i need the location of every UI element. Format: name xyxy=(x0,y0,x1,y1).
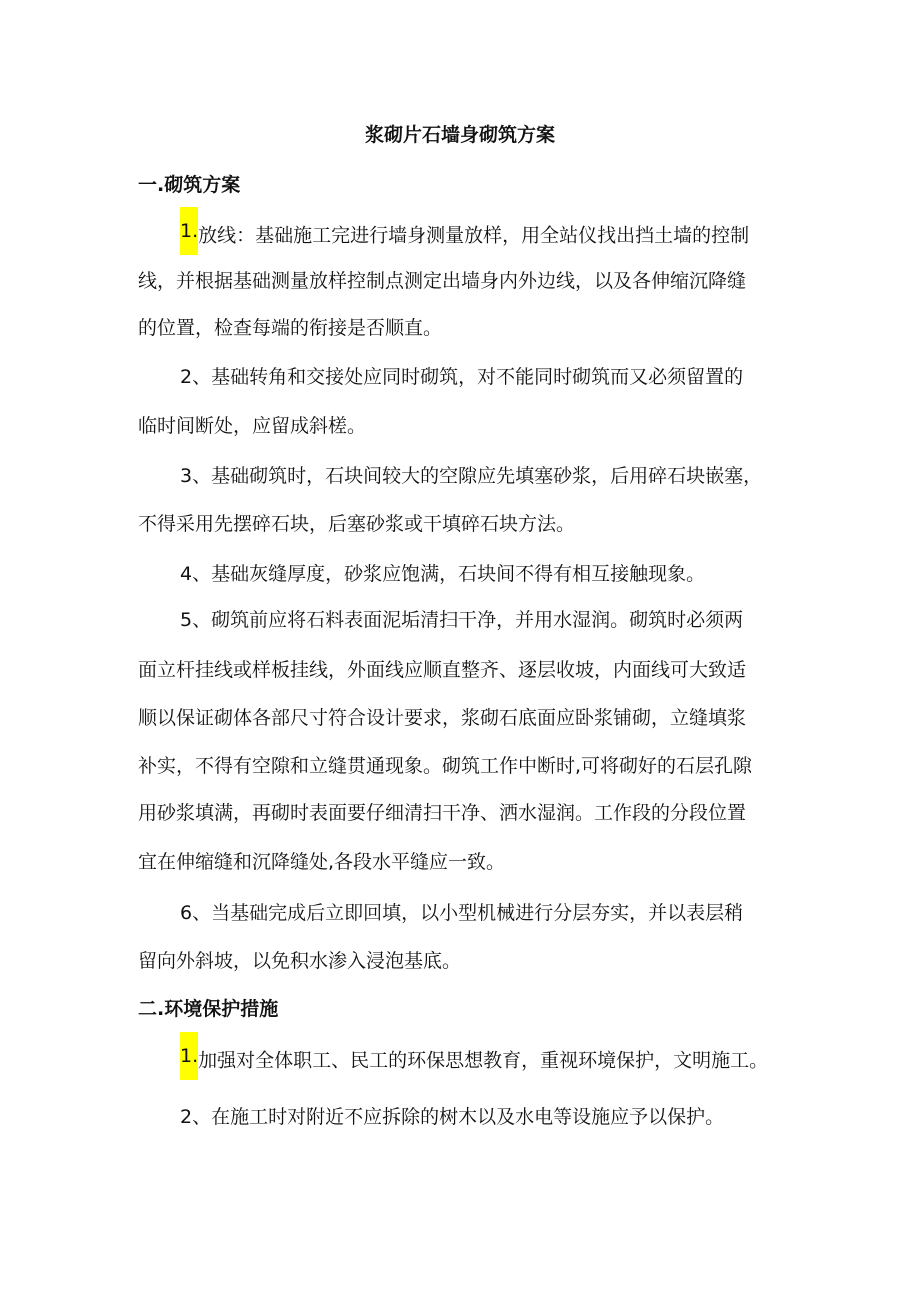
document-title: 浆砌片石墙身砌筑方案 xyxy=(364,124,555,146)
paragraph-3-line-2: 不得采用先摆碎石块，后塞砂浆或干填碎石块方法。 xyxy=(138,513,576,535)
paragraph-1-line-1 xyxy=(180,217,749,255)
paragraph-5-line-2: 面立杆挂线或样板挂线，外面线应顺直整齐、逐层收坡，内面线可大致适 xyxy=(138,659,747,681)
env-paragraph-2-line-1: 2、在施工时对附近不应拆除的树木以及水电等设施应予以保护。 xyxy=(180,1106,725,1128)
paragraph-6-line-2: 留向外斜坡，以免积水渗入浸泡基底。 xyxy=(138,950,462,972)
paragraph-5-line-6: 宜在伸缩缝和沉降缝处,各段水平缝应一致。 xyxy=(138,851,506,873)
section-heading-1: 一.砌筑方案 xyxy=(138,174,241,196)
paragraph-1-text: 放线：基础施工完进行墙身测量放样，用全站仪找出挡土墙的控制 xyxy=(198,224,750,247)
paragraph-2-line-2: 临时间断处，应留成斜槎。 xyxy=(138,415,367,437)
paragraph-2-line-1: 2、基础转角和交接处应同时砌筑，对不能同时砌筑而又必须留置的 xyxy=(180,366,744,388)
env-paragraph-1-line-1 xyxy=(180,1042,768,1080)
paragraph-1-line-3: 的位置，检查每端的衔接是否顺直。 xyxy=(138,317,443,339)
paragraph-5-line-4: 补实，不得有空隙和立缝贯通现象。砌筑工作中断时,可将砌好的石层孔隙 xyxy=(138,755,753,777)
paragraph-3-line-1: 3、基础砌筑时，石块间较大的空隙应先填塞砂浆，后用碎石块嵌塞， xyxy=(180,465,763,487)
paragraph-1-line-2: 线，并根据基础测量放样控制点测定出墙身内外边线，以及各伸缩沉降缝 xyxy=(138,270,747,292)
paragraph-5-line-3: 顺以保证砌体各部尺寸符合设计要求，浆砌石底面应卧浆铺砌，立缝填浆 xyxy=(138,707,747,729)
section-heading-2: 二.环境保护措施 xyxy=(138,998,279,1020)
env-paragraph-1-text: 加强对全体职工、民工的环保思想教育，重视环境保护，文明施工。 xyxy=(198,1049,769,1072)
paragraph-4-line-1: 4、基础灰缝厚度，砂浆应饱满，石块间不得有相互接触现象。 xyxy=(180,563,706,585)
paragraph-5-line-5: 用砂浆填满，再砌时表面要仔细清扫干净、洒水湿润。工作段的分段位置 xyxy=(138,802,747,824)
paragraph-6-line-1: 6、当基础完成后立即回填，以小型机械进行分层夯实，并以表层稍 xyxy=(180,902,744,924)
highlight-marker: 1. xyxy=(180,207,198,255)
paragraph-5-line-1: 5、砌筑前应将石料表面泥垢清扫干净，并用水湿润。砌筑时必须两 xyxy=(180,609,744,631)
highlight-marker: 1. xyxy=(180,1032,198,1080)
